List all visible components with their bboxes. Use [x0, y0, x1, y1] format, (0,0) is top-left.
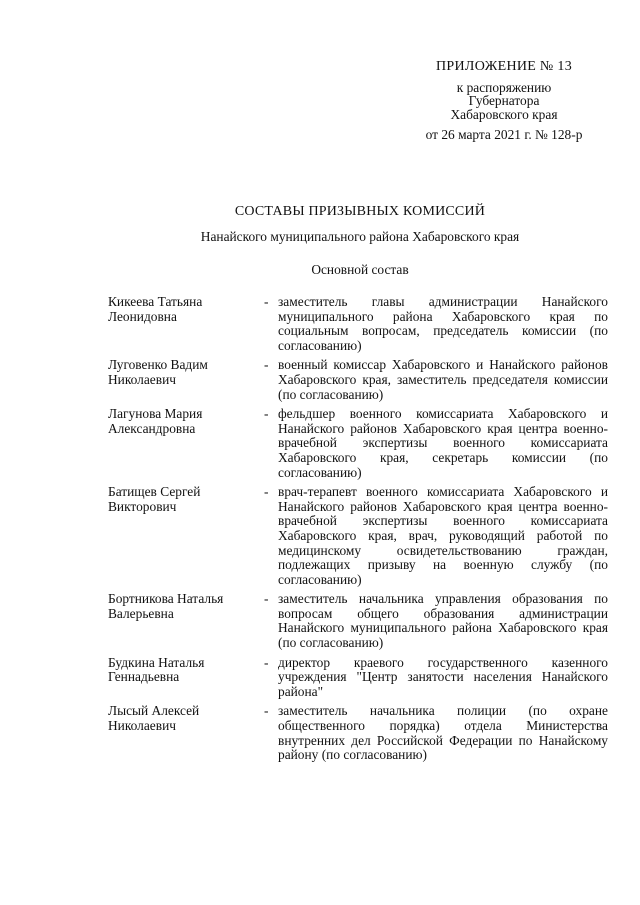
members-list	[108, 295, 608, 763]
member-surname: Лагунова Мария	[108, 406, 203, 422]
member-patronymic: Леонидовна	[108, 308, 177, 324]
member-name	[108, 704, 264, 762]
member-separator: -	[264, 654, 269, 670]
member-surname: Бортникова Наталья	[108, 591, 224, 607]
member-role: военный комиссар Хабаровского и Нанайского районов Хабаровского края, заместитель председателя комиссии (по согласованию)	[278, 357, 608, 402]
member-separator: -	[264, 591, 269, 607]
member-name	[108, 295, 264, 353]
member-row	[108, 656, 608, 700]
member-name	[108, 407, 264, 480]
document-title: СОСТАВЫ ПРИЗЫВНЫХ КОМИССИЙ	[234, 204, 486, 219]
member-surname: Кикеева Татьяна	[108, 294, 203, 309]
member-patronymic: Александровна	[108, 420, 196, 436]
member-separator: -	[264, 406, 269, 422]
appendix-date: от 26 марта 2021 г. № 128-р	[425, 127, 583, 143]
member-surname: Будкина Наталья	[108, 654, 205, 670]
member-role: директор краевого государственного казенного учреждения "Центр занятости населения Нанайского района"	[278, 654, 608, 699]
member-name	[108, 485, 264, 587]
appendix-heading: ПРИЛОЖЕНИЕ № 13	[436, 59, 572, 74]
member-separator: -	[264, 703, 269, 719]
member-surname: Батищев Сергей	[108, 484, 201, 500]
member-separator: -	[264, 484, 269, 500]
member-surname: Луговенко Вадим	[108, 357, 208, 373]
member-patronymic: Валерьевна	[108, 605, 174, 621]
member-row	[108, 358, 608, 402]
member-row	[108, 704, 608, 762]
member-row	[108, 485, 608, 587]
member-patronymic: Викторович	[108, 498, 177, 514]
title-block	[100, 204, 620, 278]
member-patronymic: Николаевич	[108, 718, 176, 734]
member-surname: Лысый Алексей	[108, 703, 200, 719]
member-row	[108, 407, 608, 480]
member-role: заместитель начальника полиции (по охране общественного порядка) отдела Министерства внутренних дел Российской Федерации по Нанайскому району (по согласованию)	[278, 703, 608, 763]
appendix-line-decree: к распоряжению	[456, 79, 552, 95]
member-row	[108, 592, 608, 650]
member-separator: -	[264, 357, 269, 373]
member-separator: -	[264, 294, 269, 309]
member-role: заместитель главы администрации Нанайского муниципального района Хабаровского края по социальным вопросам, председатель комиссии (по согласованию)	[278, 294, 608, 353]
appendix-line-region: Хабаровского края	[450, 106, 558, 122]
member-role: заместитель начальника управления образования по вопросам общего образования администрации Нанайского муниципального района Хабаровского края (по согласованию)	[278, 591, 608, 651]
section-title: Основной состав	[311, 262, 409, 277]
member-patronymic: Геннадьевна	[108, 669, 180, 685]
appendix-line-governor: Губернатора	[468, 93, 540, 109]
member-name	[108, 358, 264, 402]
appendix-block	[404, 60, 604, 142]
member-row	[108, 295, 608, 353]
member-role: фельдшер военного комиссариата Хабаровского и Нанайского районов Хабаровского края центра военно-врачебной экспертизы военного комиссариата Хабаровского края, секретарь комиссии (по согласованию)	[278, 406, 608, 480]
document-subtitle: Нанайского муниципального района Хабаровского края	[200, 229, 520, 244]
member-role: врач-терапевт военного комиссариата Хабаровского и Нанайского районов Хабаровского края центра военно-врачебной экспертизы военного комиссариата Хабаровского края, врач, руководящий работой по медицинскому освидетельствованию граждан, подлежащих призыву на военную службу (по согласованию)	[278, 484, 608, 587]
member-patronymic: Николаевич	[108, 371, 176, 387]
member-name	[108, 592, 264, 650]
member-name	[108, 656, 264, 700]
